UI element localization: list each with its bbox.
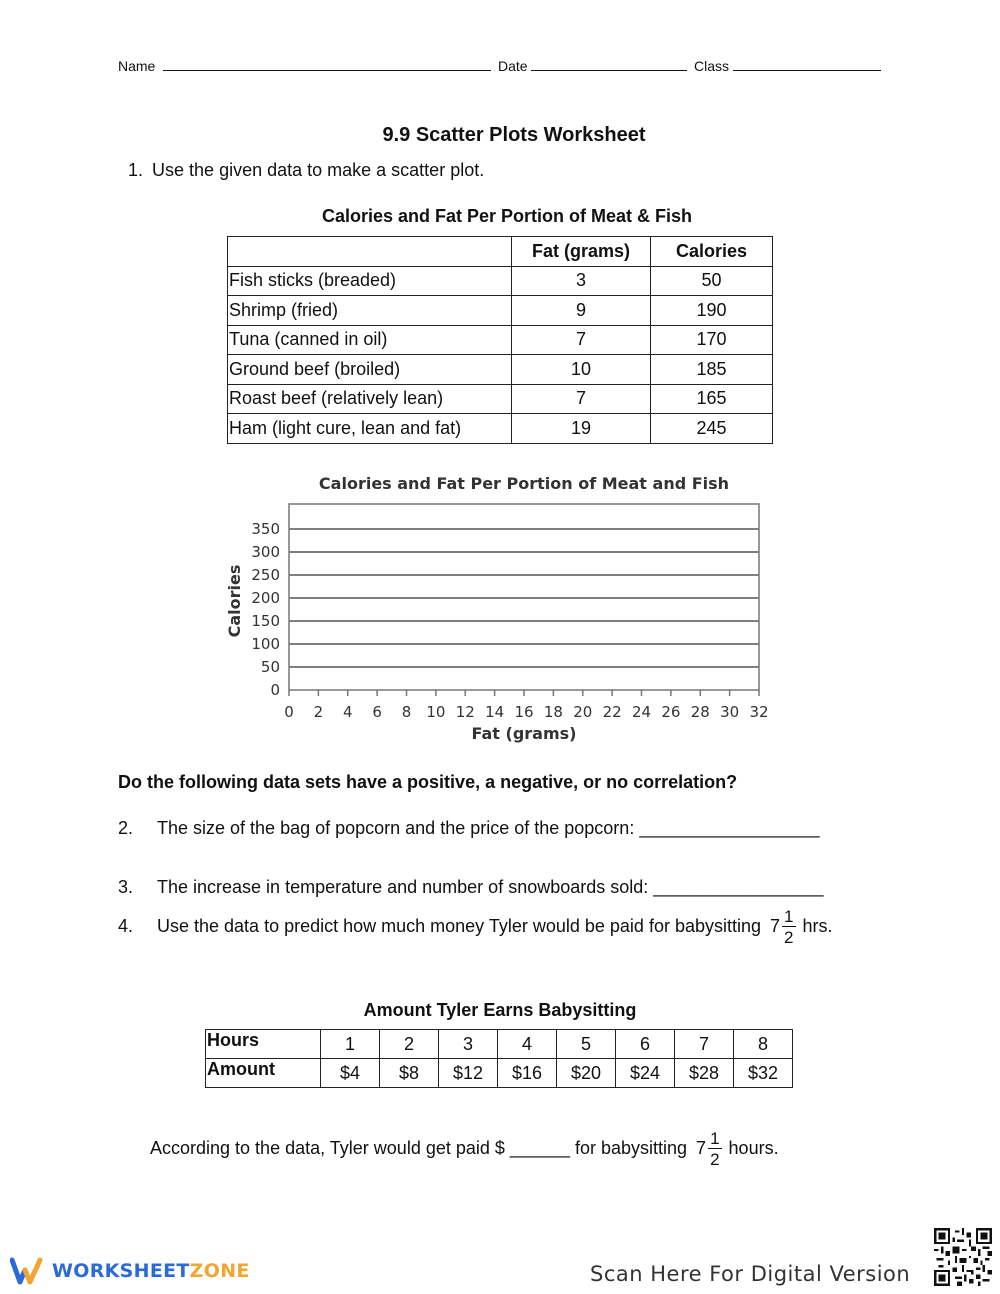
amount-cell: $8 <box>380 1059 439 1088</box>
food-table-header-row <box>228 237 773 267</box>
table-row <box>228 266 773 296</box>
x-tick-label: 4 <box>342 703 353 721</box>
question-3-text: The increase in temperature and number of snowboards sold: _________________ <box>157 877 824 897</box>
date-field[interactable] <box>498 58 687 74</box>
question-4-number: 4. <box>118 915 134 936</box>
question-1-text: Use the given data to make a scatter plot. <box>152 160 485 180</box>
question-2-text: The size of the bag of popcorn and the price of the popcorn: __________________ <box>157 818 820 838</box>
plot-area-frame <box>289 504 759 690</box>
amount-cell: $20 <box>557 1059 616 1088</box>
hours-cell: 6 <box>616 1030 675 1059</box>
amount-cell: $28 <box>675 1059 734 1088</box>
babysitting-table <box>205 1029 793 1088</box>
y-axis-label: Calories <box>225 564 244 638</box>
food-name: Tuna (canned in oil) <box>228 325 512 355</box>
question-4-text: Use the data to predict how much money Tyler would be paid for babysitting <box>157 915 762 936</box>
brand-name-part1: WORKSHEET <box>52 1260 190 1282</box>
table-row <box>228 355 773 385</box>
x-tick-label: 26 <box>661 703 681 721</box>
scatter-plot-svg[interactable] <box>210 466 790 756</box>
fraction-numerator: 1 <box>710 1129 720 1148</box>
hours-cell: 7 <box>675 1030 734 1059</box>
question-2[interactable] <box>118 818 820 839</box>
x-axis-label: Fat (grams) <box>471 724 577 743</box>
class-label: Class <box>694 58 730 74</box>
food-name: Roast beef (relatively lean) <box>228 384 512 414</box>
calories-value: 190 <box>651 296 773 326</box>
food-name: Ground beef (broiled) <box>228 355 512 385</box>
x-tick-label: 30 <box>720 703 740 721</box>
y-tick-label: 50 <box>260 658 280 676</box>
table-row <box>228 325 773 355</box>
x-tick-label: 0 <box>284 703 294 721</box>
fat-column-header: Fat (grams) <box>512 237 651 267</box>
food-name: Shrimp (fried) <box>228 296 512 326</box>
food-name: Ham (light cure, lean and fat) <box>228 414 512 444</box>
brand-name <box>52 1260 250 1282</box>
date-blank[interactable] <box>531 58 687 71</box>
question-2-number: 2. <box>118 818 134 838</box>
y-axis-ticks <box>251 520 280 699</box>
hours-cell: 8 <box>734 1030 793 1059</box>
question-1 <box>128 160 484 181</box>
fraction-numerator: 1 <box>784 907 794 926</box>
qr-code-icon[interactable] <box>934 1228 992 1286</box>
hours-cell: 3 <box>439 1030 498 1059</box>
y-tick-label: 350 <box>251 520 280 538</box>
x-tick-label: 32 <box>749 703 769 721</box>
amount-cell: $24 <box>616 1059 675 1088</box>
y-tick-label: 200 <box>251 589 280 607</box>
correlation-heading: Do the following data sets have a positive, a negative, or no correlation? <box>118 772 738 792</box>
answer-whole: 7 <box>696 1137 707 1158</box>
hours-cell: 5 <box>557 1030 616 1059</box>
question-4-suffix: hrs. <box>802 915 833 936</box>
answer-line[interactable] <box>150 1130 779 1168</box>
worksheetzone-logo[interactable] <box>10 1256 250 1286</box>
fat-value: 19 <box>512 414 651 444</box>
food-name: Fish sticks (breaded) <box>228 266 512 296</box>
fat-value: 9 <box>512 296 651 326</box>
table-row <box>228 414 773 444</box>
amount-cell: $4 <box>321 1059 380 1088</box>
x-tick-label: 18 <box>543 703 563 721</box>
x-axis-ticks <box>284 690 768 721</box>
y-tick-label: 250 <box>251 566 280 584</box>
fat-value: 3 <box>512 266 651 296</box>
x-tick-label: 12 <box>455 703 475 721</box>
question-4-whole: 7 <box>770 915 781 936</box>
fat-value: 7 <box>512 325 651 355</box>
scatter-plot-chart[interactable] <box>210 466 790 761</box>
amount-cell: $16 <box>498 1059 557 1088</box>
name-label: Name <box>118 58 156 74</box>
x-tick-label: 22 <box>602 703 622 721</box>
fraction-denominator: 2 <box>710 1150 720 1169</box>
hours-cell: 1 <box>321 1030 380 1059</box>
amount-cell: $12 <box>439 1059 498 1088</box>
x-tick-label: 24 <box>631 703 652 721</box>
x-tick-label: 16 <box>514 703 534 721</box>
class-field[interactable] <box>694 58 881 74</box>
calories-value: 165 <box>651 384 773 414</box>
scan-caption: Scan Here For Digital Version <box>590 1262 911 1286</box>
amount-row <box>206 1059 793 1088</box>
worksheetzone-w-icon <box>10 1256 46 1286</box>
hours-row <box>206 1030 793 1059</box>
hours-cell: 4 <box>498 1030 557 1059</box>
calories-value: 50 <box>651 266 773 296</box>
chart-title: Calories and Fat Per Portion of Meat and Fish <box>318 474 730 493</box>
question-3-number: 3. <box>118 877 134 897</box>
brand-name-part2: ZONE <box>189 1260 250 1282</box>
food-table-caption: Calories and Fat Per Portion of Meat & Fish <box>321 206 693 226</box>
x-tick-label: 2 <box>313 703 324 721</box>
y-tick-label: 300 <box>251 543 280 561</box>
answer-fraction <box>708 1130 721 1168</box>
fat-value: 7 <box>512 384 651 414</box>
x-tick-label: 10 <box>426 703 446 721</box>
date-label: Date <box>498 58 528 74</box>
calories-column-header: Calories <box>651 237 773 267</box>
y-tick-label: 0 <box>270 681 280 699</box>
fat-value: 10 <box>512 355 651 385</box>
class-blank[interactable] <box>733 58 881 71</box>
question-3[interactable] <box>118 877 823 898</box>
name-field[interactable] <box>118 58 491 74</box>
amount-row-label: Amount <box>206 1059 321 1088</box>
calories-value: 170 <box>651 325 773 355</box>
fraction-denominator: 2 <box>784 928 794 947</box>
name-blank[interactable] <box>163 58 491 71</box>
babysitting-table-caption: Amount Tyler Earns Babysitting <box>363 1000 637 1020</box>
amount-cell: $32 <box>734 1059 793 1088</box>
chart-gridlines <box>289 529 759 667</box>
question-4 <box>118 908 833 946</box>
table-row <box>228 384 773 414</box>
y-tick-label: 100 <box>251 635 280 653</box>
question-1-number: 1. <box>128 160 144 180</box>
x-tick-label: 6 <box>372 703 382 721</box>
x-tick-label: 20 <box>573 703 593 721</box>
hours-cell: 2 <box>380 1030 439 1059</box>
x-tick-label: 8 <box>401 703 412 721</box>
food-table-header-blank <box>228 237 512 267</box>
answer-suffix: hours. <box>728 1137 779 1158</box>
answer-prefix: According to the data, Tyler would get paid $ ______ for babysitting <box>150 1137 688 1158</box>
food-table <box>227 236 773 444</box>
calories-value: 245 <box>651 414 773 444</box>
table-row <box>228 296 773 326</box>
worksheet-title: 9.9 Scatter Plots Worksheet <box>382 124 646 146</box>
calories-value: 185 <box>651 355 773 385</box>
y-tick-label: 150 <box>251 612 280 630</box>
question-4-fraction <box>782 908 795 946</box>
x-tick-label: 28 <box>690 703 710 721</box>
hours-row-label: Hours <box>206 1030 321 1059</box>
x-tick-label: 14 <box>485 703 505 721</box>
